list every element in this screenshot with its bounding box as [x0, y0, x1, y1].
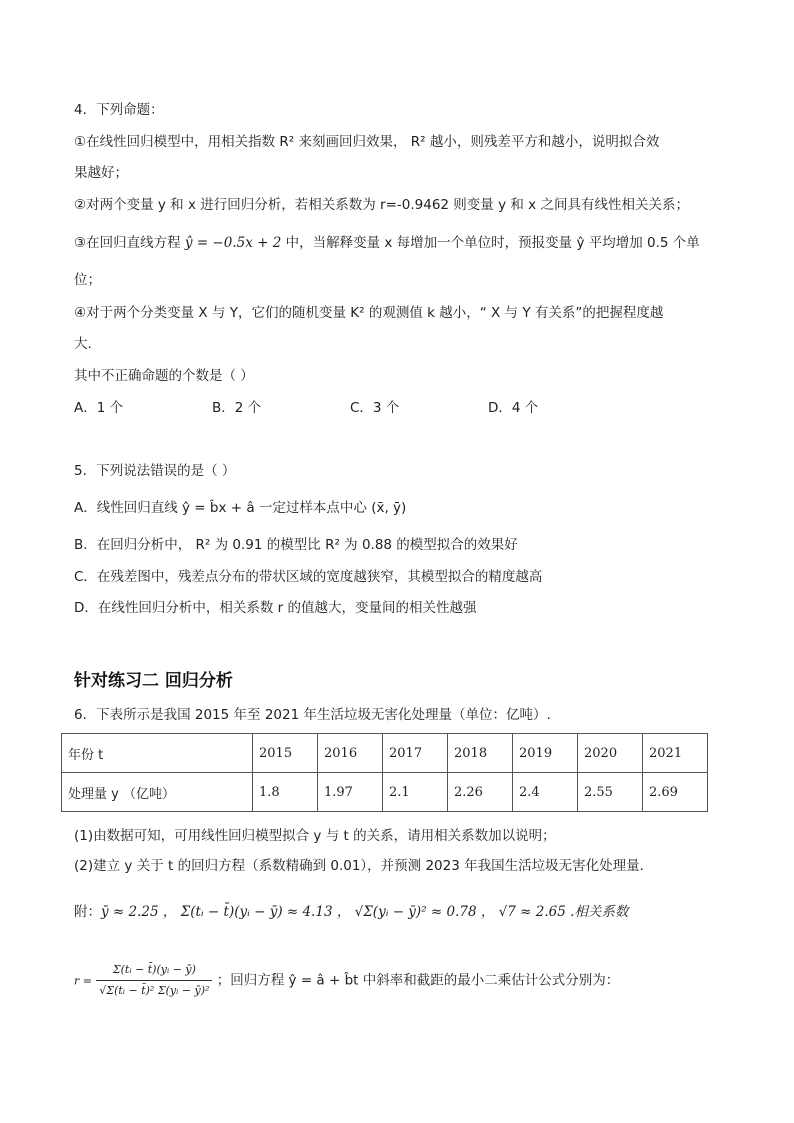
formula-numerator: Σ(tᵢ − t̄)(yᵢ − ȳ)	[96, 960, 212, 981]
table-cell-amount: 2.1	[383, 773, 448, 812]
q4-statement-3a-post: 中，当解释变量 x 每增加一个单位时，预报变量 ŷ 平均增加 0.5 个单	[281, 235, 700, 251]
formula-fraction	[96, 960, 212, 1001]
q6-part-2: (2)建立 y 关于 t 的回归方程（系数精确到 0.01），并预测 2023 年我国生活垃圾无害化处理量.	[74, 858, 644, 874]
formula-r-lhs: r =	[74, 974, 92, 988]
table-cell-year: 2018	[448, 734, 513, 773]
table-cell-amount: 2.4	[513, 773, 578, 812]
q4-option-b: B．2 个	[212, 400, 262, 416]
section-title: 针对练习二 回归分析	[74, 671, 233, 691]
q5-option-b: B．在回归分析中， R² 为 0.91 的模型比 R² 为 0.88 的模型拟合的效果好	[74, 537, 518, 553]
q6-correlation-formula	[74, 960, 619, 1001]
q6-part-1: (1)由数据可知，可用线性回归模型拟合 y 与 t 的关系，请用相关系数加以说明；	[74, 828, 556, 844]
table-cell-year: 2021	[643, 734, 708, 773]
q6-appendix-sum-ty: Σ(tᵢ − t̄)(yᵢ − ȳ) ≈ 4.13 ，	[180, 904, 351, 920]
q5-option-a: A．线性回归直线 ŷ = b̂x + â 一定过样本点中心 (x̄, ȳ)	[74, 500, 407, 516]
table-cell-year: 2015	[253, 734, 318, 773]
q4-options	[74, 398, 538, 418]
table-cell-amount: 2.26	[448, 773, 513, 812]
q4-statement-3a-pre: ③在回归直线方程	[74, 235, 185, 251]
q6-appendix-ybar: ȳ ≈ 2.25 ，	[101, 904, 177, 920]
table-row	[62, 773, 708, 812]
waste-data-table	[61, 733, 708, 812]
table-cell-amount: 2.55	[578, 773, 643, 812]
q5-stem: 5．下列说法错误的是（ ）	[74, 463, 236, 479]
table-header-year: 年份 t	[62, 734, 253, 773]
q4-statement-1a: ①在线性回归模型中，用相关指数 R² 来刻画回归效果， R² 越小，则残差平方和越小，说明拟合效	[74, 134, 660, 150]
table-cell-amount: 1.8	[253, 773, 318, 812]
q6-appendix-label: 附：	[74, 904, 101, 920]
q4-statement-3a	[74, 233, 700, 253]
q6-appendix-sqrt7: √7 ≈ 2.65 .相关系数	[498, 904, 629, 920]
q4-statement-4b: 大.	[74, 336, 92, 352]
q5-option-c: C．在残差图中，残差点分布的带状区域的宽度越狭窄，其模型拟合的精度越高	[74, 569, 543, 585]
table-cell-year: 2020	[578, 734, 643, 773]
table-cell-year: 2019	[513, 734, 578, 773]
q6-appendix	[74, 902, 628, 922]
table-cell-year: 2016	[318, 734, 383, 773]
table-header-amount: 处理量 y （亿吨）	[62, 773, 253, 812]
table-cell-year: 2017	[383, 734, 448, 773]
table-cell-amount: 1.97	[318, 773, 383, 812]
q6-stem: 6．下表所示是我国 2015 年至 2021 年生活垃圾无害化处理量（单位：亿吨）.	[74, 707, 551, 723]
q6-appendix-sqrt-sum-y: √Σ(yᵢ − ȳ)² ≈ 0.78 ，	[354, 904, 495, 920]
q4-option-d: D．4 个	[488, 400, 539, 416]
q4-regression-equation: ŷ = −0.5x + 2	[184, 235, 282, 251]
table-row	[62, 734, 708, 773]
q4-stem: 4．下列命题：	[74, 102, 164, 118]
table-cell-amount: 2.69	[643, 773, 708, 812]
formula-tail: ；回归方程 ŷ = â + b̂t 中斜率和截距的最小二乘估计公式分别为：	[216, 972, 620, 989]
q4-question: 其中不正确命题的个数是（ ）	[74, 368, 254, 384]
q5-option-d: D．在线性回归分析中，相关系数 r 的值越大，变量间的相关性越强	[74, 600, 477, 616]
q4-statement-1b: 果越好；	[74, 165, 128, 181]
q4-statement-2: ②对两个变量 y 和 x 进行回归分析，若相关系数为 r=-0.9462 则变量 y 和 x 之间具有线性相关关系；	[74, 197, 689, 213]
q4-statement-3b: 位；	[74, 272, 101, 288]
formula-denominator: √Σ(tᵢ − t̄)² Σ(yᵢ − ȳ)²	[99, 984, 210, 997]
q4-option-c: C．3 个	[350, 400, 400, 416]
q4-statement-4a: ④对于两个分类变量 X 与 Y，它们的随机变量 K² 的观测值 k 越小，“ X 与 Y 有关系”的把握程度越	[74, 305, 664, 321]
q4-option-a: A．1 个	[74, 400, 124, 416]
